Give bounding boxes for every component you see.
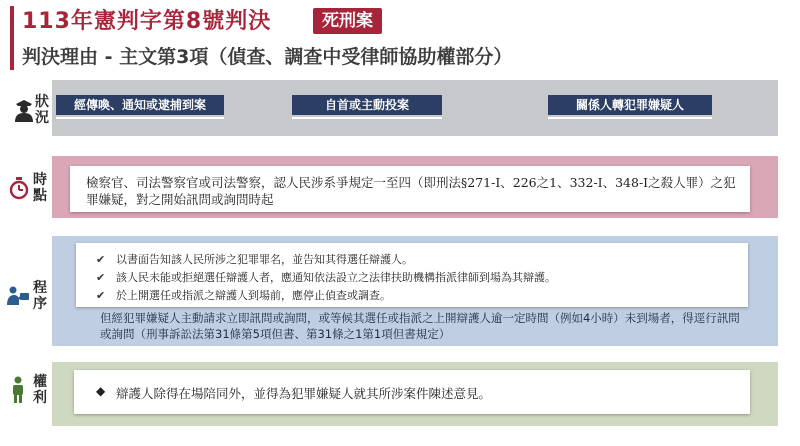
procedure-step-text: 該人民未能或拒絕選任辯護人者，應通知依法設立之法律扶助機構指派律師到場為其辯護。 [116,271,556,284]
stopwatch-icon [7,176,31,200]
procedure-step-text: 以書面告知該人民所涉之犯罪罪名，並告知其得選任辯護人。 [116,253,413,266]
person-icon [6,378,30,402]
checkmark-icon: ✔ [96,289,106,302]
interrogation-icon [6,283,30,307]
row-label-right: 權利 [33,374,47,406]
timing-text: 檢察官、司法警察官或司法警察，認人民涉系爭規定一至四（即刑法§271-I、226之1、332-I、348-I之殺人罪）之犯罪嫌疑，對之開始訊問或詢問時起 [86,175,736,207]
timing-card [70,166,750,212]
checkmark-icon: ✔ [96,253,106,266]
procedure-exception-note: 但經犯罪嫌疑人主動請求立即訊問或詢問，或等候其選任或指派之上開辯護人逾一定時間（例如4小時）未到場者，得逕行訊問或詢問（刑事訴訟法第31條第5項但書、第31條之1第1項但書規定） [100,311,740,341]
procedure-step [96,287,391,303]
procedure-step [96,269,556,285]
situation-tab-suspect: 關係人轉犯罪嫌疑人 [548,95,712,115]
row-label-timing: 時點 [33,172,47,204]
page-title: 113年憲判字第8號判決 [22,9,272,34]
tab-underline [548,117,712,119]
row-label-procedure: 程序 [33,280,47,312]
situation-tab-surrender: 自首或主動投案 [292,95,442,115]
procedure-card [76,243,748,307]
right-text: 辯護人除得在場陪同外，並得為犯罪嫌疑人就其所涉案件陳述意見。 [116,386,492,401]
case-type-badge: 死刑案 [313,8,382,34]
page-subtitle: 判決理由 - 主文第3項（偵查、調查中受律師協助權部分） [22,46,513,68]
tab-underline [292,117,442,119]
diamond-bullet-icon: ◆ [96,384,106,398]
situation-tab-summoned: 經傳喚、通知或逮捕到案 [56,95,224,115]
tab-underline [56,117,224,119]
title-accent-bar [10,6,14,70]
police-officer-icon [12,98,36,122]
right-card [74,370,750,414]
procedure-step [96,251,413,267]
procedure-step-text: 於上開選任或指派之辯護人到場前，應停止偵查或調查。 [116,289,391,302]
checkmark-icon: ✔ [96,271,106,284]
row-label-situation: 狀況 [35,94,49,126]
